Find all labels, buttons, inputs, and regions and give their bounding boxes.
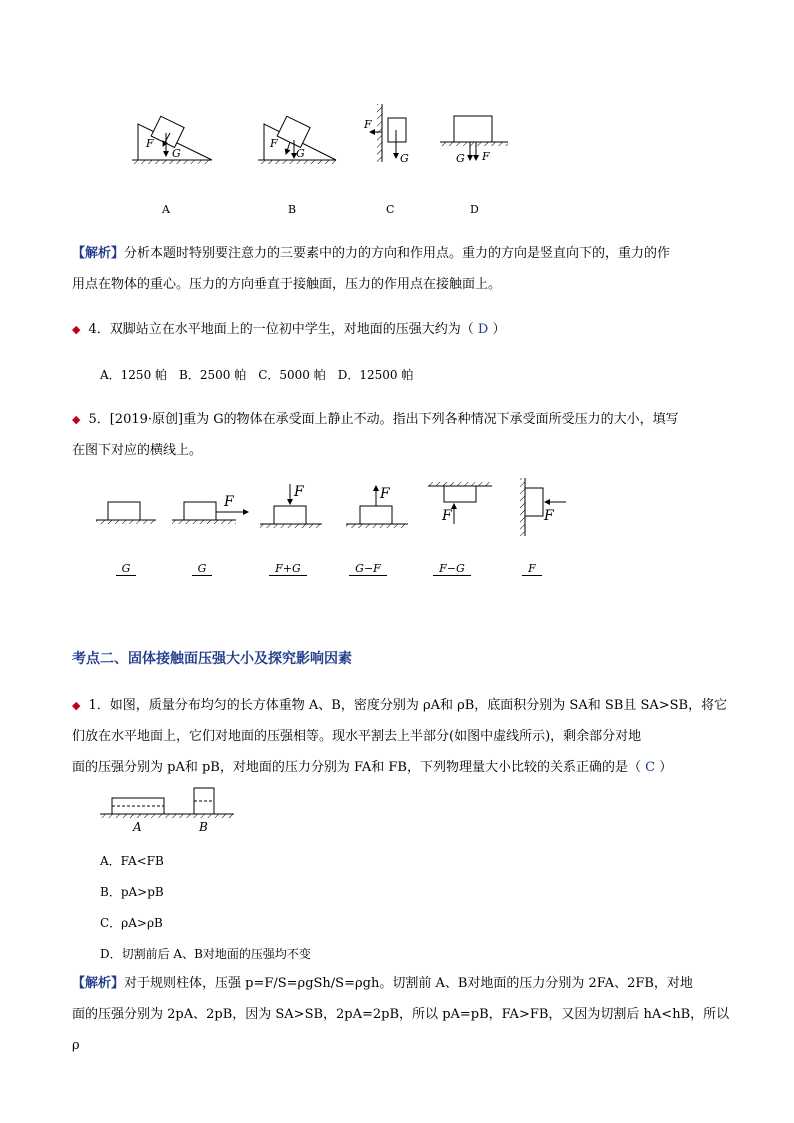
q5-case3-f: F (294, 484, 304, 500)
case-5 (428, 482, 492, 524)
q5-case4-f: F (380, 486, 390, 502)
q4-stem: 4．双脚站立在水平地面上的一位初中学生，对地面的压强大约为（ (88, 322, 474, 337)
s2q1-line-1: 1．如图，质量分布均匀的长方体重物 A、B，密度分别为 ρA和 ρB，底面积分别为 SA和 SB且 SA>SB，将它 (88, 698, 728, 713)
block-label-a: A (133, 820, 142, 834)
s2q1-answer: C (645, 760, 656, 775)
analysis-1 (72, 238, 732, 300)
s2q1-option-a: A．FA<FB (100, 854, 164, 868)
fig-d-g: G (456, 152, 465, 165)
analysis-1-line-2: 用点在物体的重心。压力的方向垂直于接触面，压力的作用点在接触面上。 (72, 277, 502, 292)
analysis-tag: 【解析】 (72, 246, 125, 261)
fig-c-f: F (364, 118, 372, 131)
q4-close: ） (492, 322, 506, 337)
q5-line-1: 5．[2019·原创]重为 G的物体在承受面上静止不动。指出下列各种情况下承受面所受压力的大小，填写 (88, 412, 679, 427)
fig-b-g: G (296, 147, 305, 160)
figure-force-diagrams (120, 100, 540, 180)
section-heading: 考点二、固体接触面压强大小及探究影响因素 (72, 651, 352, 667)
q5-blank-6: F (502, 562, 562, 575)
case-4 (346, 486, 408, 528)
analysis-2-line-2: 面的压强分别为 2pA、2pB，因为 SA>SB，2pA=2pB，所以 pA=pB，FA>FB，又因为切割后 hA<hB，所以 ρ (72, 1007, 730, 1053)
q5-case2-f: F (224, 494, 234, 510)
s2q1-option-b: B．pA>pB (100, 885, 164, 899)
q5-line-2: 在图下对应的横线上。 (72, 443, 203, 458)
diagram-d (440, 116, 508, 160)
case-6 (520, 478, 566, 536)
fig-label-d: D (470, 203, 479, 216)
q5-case6-f: F (544, 508, 554, 524)
question-5 (72, 404, 732, 466)
fig-b-f: F (270, 137, 278, 150)
analysis-1-line-1: 分析本题时特别要注意力的三要素中的力的方向和作用点。重力的方向是竖直向下的，重力的作 (124, 246, 671, 261)
s2q1-option-d: D．切割前后 A、B对地面的压强均不变 (100, 947, 311, 961)
block-label-b: B (199, 820, 208, 834)
fig-c-g: G (400, 152, 409, 165)
fig-label-a: A (162, 203, 170, 216)
analysis-tag: 【解析】 (72, 976, 125, 991)
q5-blank-1: G (96, 562, 156, 575)
fig-label-b: B (288, 203, 297, 216)
s2-question-1 (72, 690, 732, 783)
diamond-icon: ◆ (72, 413, 81, 426)
diamond-icon: ◆ (72, 323, 81, 336)
q5-blank-4: G−F (338, 562, 398, 575)
case-2 (172, 502, 248, 524)
q5-blank-5: F−G (422, 562, 482, 575)
case-3 (260, 484, 322, 528)
fig-d-f: F (482, 150, 490, 163)
analysis-2 (72, 968, 732, 1061)
diamond-icon: ◆ (72, 699, 81, 712)
case-1 (96, 502, 156, 524)
q4-answer: D (477, 322, 489, 337)
q5-blank-3: F+G (258, 562, 318, 575)
figure-pressure-cases (90, 478, 580, 548)
s2q1-line-3: 面的压强分别为 pA和 pB，对地面的压力分别为 FA和 FB，下列物理量大小比较的关系正确的是（ (72, 760, 641, 775)
fig-label-c: C (386, 203, 395, 216)
q5-case5-f: F (442, 508, 452, 524)
q4-options: A．1250 帕 B．2500 帕 C．5000 帕 D．12500 帕 (100, 368, 414, 382)
q5-blank-2: G (172, 562, 232, 575)
fig-a-g: G (172, 147, 181, 160)
question-4 (72, 314, 732, 345)
s2q1-line-2: 们放在水平地面上，它们对地面的压强相等。现水平割去上半部分(如图中虚线所示)，剩余部分对地 (72, 729, 642, 744)
figure-blocks-ab (100, 784, 240, 824)
s2q1-option-c: C．ρA>ρB (100, 916, 163, 930)
analysis-2-line-1: 对于规则柱体，压强 p=F/S=ρgSh/S=ρgh。切割前 A、B对地面的压力分别为 2FA、2FB，对地 (124, 976, 693, 991)
s2q1-close: ） (659, 760, 673, 775)
fig-a-f: F (146, 137, 154, 150)
